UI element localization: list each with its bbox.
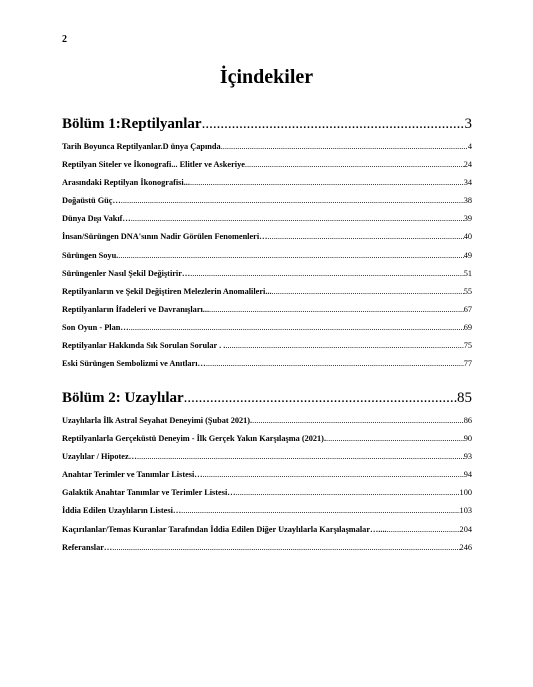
toc-entry-label: İnsan/Sürüngen DNA'sının Nadir Görülen Fenomenleri… [62, 232, 268, 242]
toc-entry[interactable] [62, 452, 472, 470]
dot-leader [121, 196, 464, 205]
toc-entry-page-number: 67 [463, 304, 472, 314]
toc-entry-label: Son Oyun - Plan… [62, 322, 129, 332]
toc-entry-page-number: 49 [463, 250, 472, 260]
dot-leader [245, 160, 464, 169]
entry-list [62, 416, 472, 561]
toc-entry-page-number: 86 [463, 416, 472, 425]
toc-entry-label: Reptilyanlarla Gerçeküstü Deneyim - İlk Gerçek Yakın Karşılaşma (2021). [62, 434, 327, 444]
dot-leader [112, 543, 459, 552]
section-page-number: 3 [464, 116, 472, 132]
toc-entry-label: Kaçırılanlar/Temas Kuranlar Tarafından İddia Edilen Diğer Uzaylılarla Karşılaşmalar….... [62, 524, 387, 534]
section-2 [62, 390, 472, 561]
dot-leader [181, 506, 459, 515]
toc-entry[interactable] [62, 160, 472, 178]
dot-leader [190, 269, 463, 278]
toc-entry[interactable] [62, 488, 472, 506]
page-number: 2 [62, 34, 67, 45]
section-heading[interactable] [62, 116, 472, 140]
toc-entry-page-number: 39 [463, 214, 472, 224]
toc-entry-page-number: 93 [463, 452, 472, 462]
dot-leader [131, 214, 464, 223]
section-heading-label: Bölüm 1:Reptilyanlar [62, 116, 202, 132]
toc-entry[interactable] [62, 525, 472, 543]
toc-entry[interactable] [62, 251, 472, 269]
toc-entry-label: İddia Edilen Uzaylıların Listesi… [62, 506, 182, 516]
toc-entry[interactable] [62, 323, 472, 341]
toc-entry-label: Tarih Boyunca Reptilyanlar.D ünya Çapında [62, 142, 221, 151]
dot-leader [387, 525, 460, 534]
toc-entry-page-number: 100 [459, 488, 472, 498]
toc-entry-label: Reptilyan Siteler ve İkonografi... Elitler ve Askeriye [62, 160, 245, 170]
toc-entry-label: Sürüngenler Nasıl Şekil Değiştirir… [62, 268, 191, 278]
dot-leader [184, 390, 457, 407]
dot-leader [203, 470, 464, 479]
toc-entry-page-number: 77 [463, 359, 472, 369]
toc-entry[interactable] [62, 305, 472, 323]
dot-leader [252, 416, 464, 425]
toc-entry[interactable] [62, 359, 472, 377]
toc-entry-page-number: 103 [459, 506, 472, 516]
toc-entry-page-number: 55 [463, 286, 472, 296]
toc-entry-page-number: 34 [463, 178, 472, 188]
toc-entry-page-number: 40 [463, 232, 472, 242]
toc-entry[interactable] [62, 416, 472, 434]
toc-entry-page-number: 90 [463, 434, 472, 444]
toc-entry-label: Anahtar Terimler ve Tanımlar Listesi… [62, 470, 203, 480]
toc-entry-label: Reptilyanlar Hakkında Sık Sorulan Sorular . . [62, 341, 226, 351]
dot-leader [137, 452, 464, 461]
toc-entry-label: Uzaylılarla İlk Astral Seyahat Deneyimi (Şubat 2021). [62, 416, 253, 425]
toc-entry-label: Reptilyanların ve Şekil Değiştiren Melezlerin Anomalileri... [62, 286, 272, 296]
toc-entry-page-number: 75 [463, 341, 472, 351]
toc-entry[interactable] [62, 269, 472, 287]
toc-entry-label: Dünya Dışı Vakıf… [62, 214, 131, 224]
dot-leader [272, 287, 464, 296]
section-heading-label: Bölüm 2: Uzaylılar [62, 390, 184, 406]
toc-entry-label: Doğaüstü Güç… [62, 196, 121, 206]
dot-leader [206, 359, 464, 368]
toc-entry[interactable] [62, 434, 472, 452]
toc-entry-label: Galaktik Anahtar Tanımlar ve Terimler Listesi… [62, 488, 236, 498]
dot-leader [129, 323, 464, 332]
toc-entry-page-number: 69 [463, 322, 472, 332]
entry-list [62, 142, 472, 377]
toc-entry-page-number: 94 [463, 470, 472, 480]
toc-entry[interactable] [62, 196, 472, 214]
toc-entry-label: Sürüngen Soyu. [62, 250, 119, 260]
dot-leader [326, 434, 464, 443]
toc-entry-page-number: 24 [463, 160, 472, 170]
section-heading[interactable] [62, 390, 472, 414]
toc-entry-label: Uzaylılar / Hipotez… [62, 452, 137, 462]
toc-entry-page-number: 4 [467, 142, 472, 151]
toc-entry[interactable] [62, 470, 472, 488]
toc-title: İçindekiler [219, 66, 314, 88]
toc-entry-label: Arasındaki Reptilyan İkonografisi... [62, 178, 190, 188]
toc-entry[interactable] [62, 341, 472, 359]
toc-entry-page-number: 38 [463, 196, 472, 206]
dot-leader [267, 232, 463, 241]
toc-entry-page-number: 246 [459, 542, 472, 552]
section-1 [62, 116, 472, 377]
toc-entry[interactable] [62, 178, 472, 196]
dot-leader [118, 251, 463, 260]
toc-entry[interactable] [62, 142, 472, 160]
toc-entry[interactable] [62, 543, 472, 561]
toc-entry[interactable] [62, 287, 472, 305]
toc-entry-label: Referanslar… [62, 542, 113, 552]
toc-entry-label: Eski Sürüngen Sembolizmi ve Anıtları… [62, 359, 206, 369]
dot-leader [236, 488, 460, 497]
dot-leader [202, 116, 465, 133]
toc-entry-label: Reptilyanların İfadeleri ve Davranışları... [62, 304, 210, 314]
toc-entry[interactable] [62, 232, 472, 250]
toc-entry[interactable] [62, 214, 472, 232]
dot-leader [221, 142, 468, 151]
dot-leader [225, 341, 463, 350]
dot-leader [209, 305, 464, 314]
dot-leader [190, 178, 464, 187]
toc-entry-page-number: 51 [463, 268, 472, 278]
section-page-number: 85 [457, 390, 472, 406]
toc-entry[interactable] [62, 506, 472, 524]
toc-entry-page-number: 204 [459, 524, 472, 534]
